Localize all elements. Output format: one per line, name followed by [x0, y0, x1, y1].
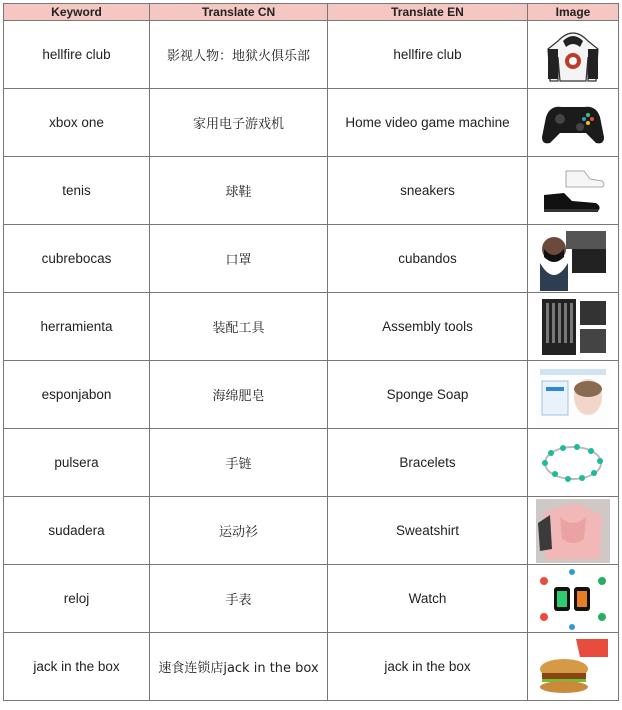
keyword-cell: esponjabon — [4, 361, 150, 429]
translate-cn-cell: 运动衫 — [150, 497, 328, 565]
keyword-cell: herramienta — [4, 293, 150, 361]
table-row — [4, 89, 619, 157]
burger-ad-image — [536, 635, 610, 699]
sweatshirt-image — [536, 499, 610, 563]
header-translate-en: Translate EN — [328, 4, 528, 21]
keyword-cell: xbox one — [4, 89, 150, 157]
bracelet-image — [536, 431, 610, 495]
translate-cn-cell: 速食连锁店jack in the box — [150, 633, 328, 701]
table-row — [4, 293, 619, 361]
keyword-cell: hellfire club — [4, 21, 150, 89]
translate-en-cell: Bracelets — [328, 429, 528, 497]
image-cell — [528, 633, 619, 701]
translate-cn-cell: 手链 — [150, 429, 328, 497]
image-cell — [528, 565, 619, 633]
translate-en-cell: hellfire club — [328, 21, 528, 89]
keyword-cell: tenis — [4, 157, 150, 225]
translate-cn-cell: 球鞋 — [150, 157, 328, 225]
header-row — [4, 4, 619, 21]
hoodie-image — [536, 23, 610, 87]
image-cell — [528, 21, 619, 89]
translate-cn-cell: 家用电子游戏机 — [150, 89, 328, 157]
translate-cn-cell: 装配工具 — [150, 293, 328, 361]
table-row — [4, 633, 619, 701]
translate-en-cell: Watch — [328, 565, 528, 633]
image-cell — [528, 225, 619, 293]
keyword-cell: pulsera — [4, 429, 150, 497]
keyword-cell: reloj — [4, 565, 150, 633]
sponge-soap-image — [536, 363, 610, 427]
translate-en-cell: Assembly tools — [328, 293, 528, 361]
table-row — [4, 565, 619, 633]
translate-en-cell: cubandos — [328, 225, 528, 293]
translate-cn-cell: 影视人物：地狱火俱乐部 — [150, 21, 328, 89]
image-cell — [528, 293, 619, 361]
translate-cn-cell: 口罩 — [150, 225, 328, 293]
keyword-cell: jack in the box — [4, 633, 150, 701]
table-row — [4, 361, 619, 429]
tool-kit-image — [536, 295, 610, 359]
sneakers-image — [536, 159, 610, 223]
image-cell — [528, 157, 619, 225]
image-cell — [528, 89, 619, 157]
image-cell — [528, 429, 619, 497]
translate-en-cell: jack in the box — [328, 633, 528, 701]
translate-cn-cell: 手表 — [150, 565, 328, 633]
translate-cn-cell: 海绵肥皂 — [150, 361, 328, 429]
translate-en-cell: Sweatshirt — [328, 497, 528, 565]
translate-en-cell: sneakers — [328, 157, 528, 225]
keyword-cell: cubrebocas — [4, 225, 150, 293]
translate-en-cell: Home video game machine — [328, 89, 528, 157]
image-cell — [528, 361, 619, 429]
keyword-translation-table — [3, 3, 619, 701]
keyword-cell: sudadera — [4, 497, 150, 565]
header-image: Image — [528, 4, 619, 21]
face-mask-image — [536, 227, 610, 291]
table-row — [4, 429, 619, 497]
table-row — [4, 157, 619, 225]
translate-en-cell: Sponge Soap — [328, 361, 528, 429]
table-row — [4, 497, 619, 565]
table-row — [4, 21, 619, 89]
header-keyword: Keyword — [4, 4, 150, 21]
smartwatch-image — [536, 567, 610, 631]
image-cell — [528, 497, 619, 565]
table-row — [4, 225, 619, 293]
game-controller-image — [536, 91, 610, 155]
header-translate-cn: Translate CN — [150, 4, 328, 21]
